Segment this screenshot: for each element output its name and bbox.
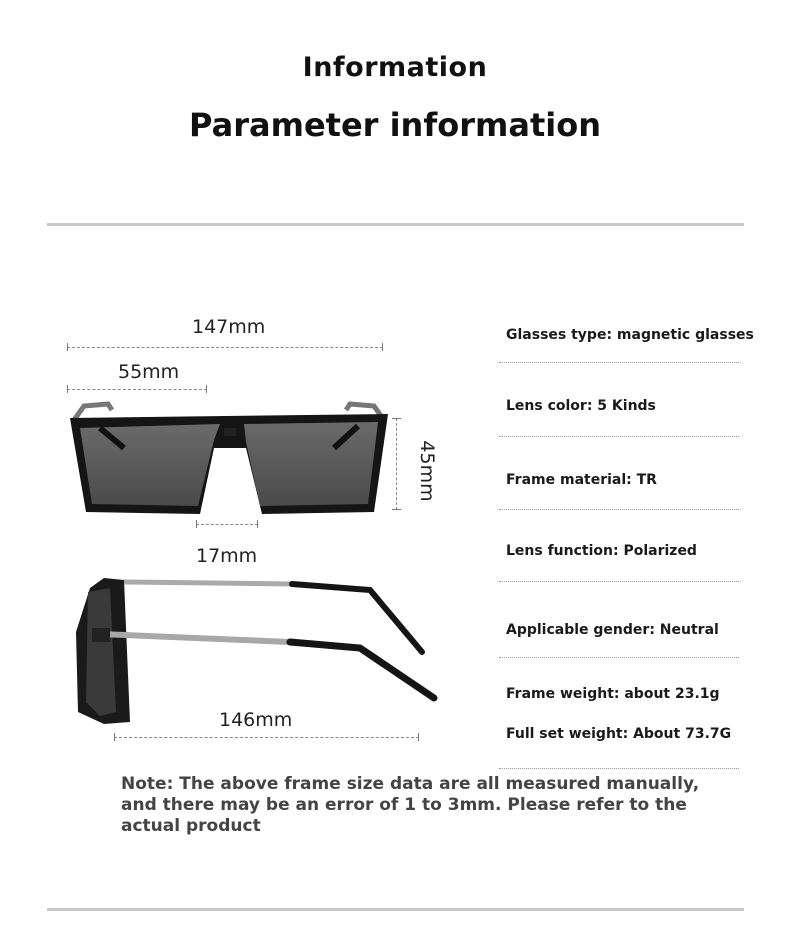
temple-length-label: 146mm bbox=[219, 709, 293, 731]
spec-lens-function: Lens function: Polarized bbox=[506, 543, 697, 559]
top-divider bbox=[47, 223, 744, 226]
spec-glasses-type: Glasses type: magnetic glasses bbox=[506, 327, 754, 343]
spec-divider bbox=[499, 509, 739, 510]
spec-full-weight: Full set weight: About 73.7G bbox=[506, 726, 732, 742]
tick bbox=[206, 385, 207, 393]
tick bbox=[114, 733, 115, 741]
tick bbox=[196, 520, 197, 528]
spec-gender: Applicable gender: Neutral bbox=[506, 622, 719, 638]
glasses-front-image bbox=[64, 400, 394, 525]
lens-height-line bbox=[396, 418, 398, 510]
tick bbox=[382, 343, 383, 351]
lens-height-label: 45mm bbox=[416, 440, 438, 502]
tick bbox=[392, 509, 401, 510]
spec-frame-material: Frame material: TR bbox=[506, 472, 657, 488]
spec-frame-weight: Frame weight: about 23.1g bbox=[506, 686, 720, 702]
spec-divider bbox=[499, 657, 739, 658]
bottom-divider bbox=[47, 908, 744, 911]
spec-lens-color: Lens color: 5 Kinds bbox=[506, 398, 656, 414]
lens-width-line bbox=[67, 389, 207, 390]
glasses-side-image bbox=[70, 572, 450, 732]
measurement-note: Note: The above frame size data are all measured manually, and there may be an error of 1 to 3mm. Please refer to the actual product bbox=[121, 774, 700, 836]
bridge-width-line bbox=[196, 524, 258, 525]
tick bbox=[392, 418, 401, 419]
tick bbox=[67, 343, 68, 351]
temple-length-line bbox=[114, 737, 419, 738]
tick bbox=[67, 385, 68, 393]
page-title: Parameter information bbox=[189, 106, 601, 144]
tick bbox=[257, 520, 258, 528]
section-title: Information bbox=[302, 52, 488, 83]
spec-divider bbox=[499, 581, 739, 582]
bridge-width-label: 17mm bbox=[196, 545, 258, 567]
spec-divider bbox=[499, 768, 739, 769]
tick bbox=[418, 733, 419, 741]
spec-divider bbox=[499, 362, 739, 363]
spec-divider bbox=[499, 436, 739, 437]
total-width-label: 147mm bbox=[192, 316, 266, 338]
total-width-line bbox=[67, 347, 383, 348]
lens-width-label: 55mm bbox=[118, 361, 180, 383]
